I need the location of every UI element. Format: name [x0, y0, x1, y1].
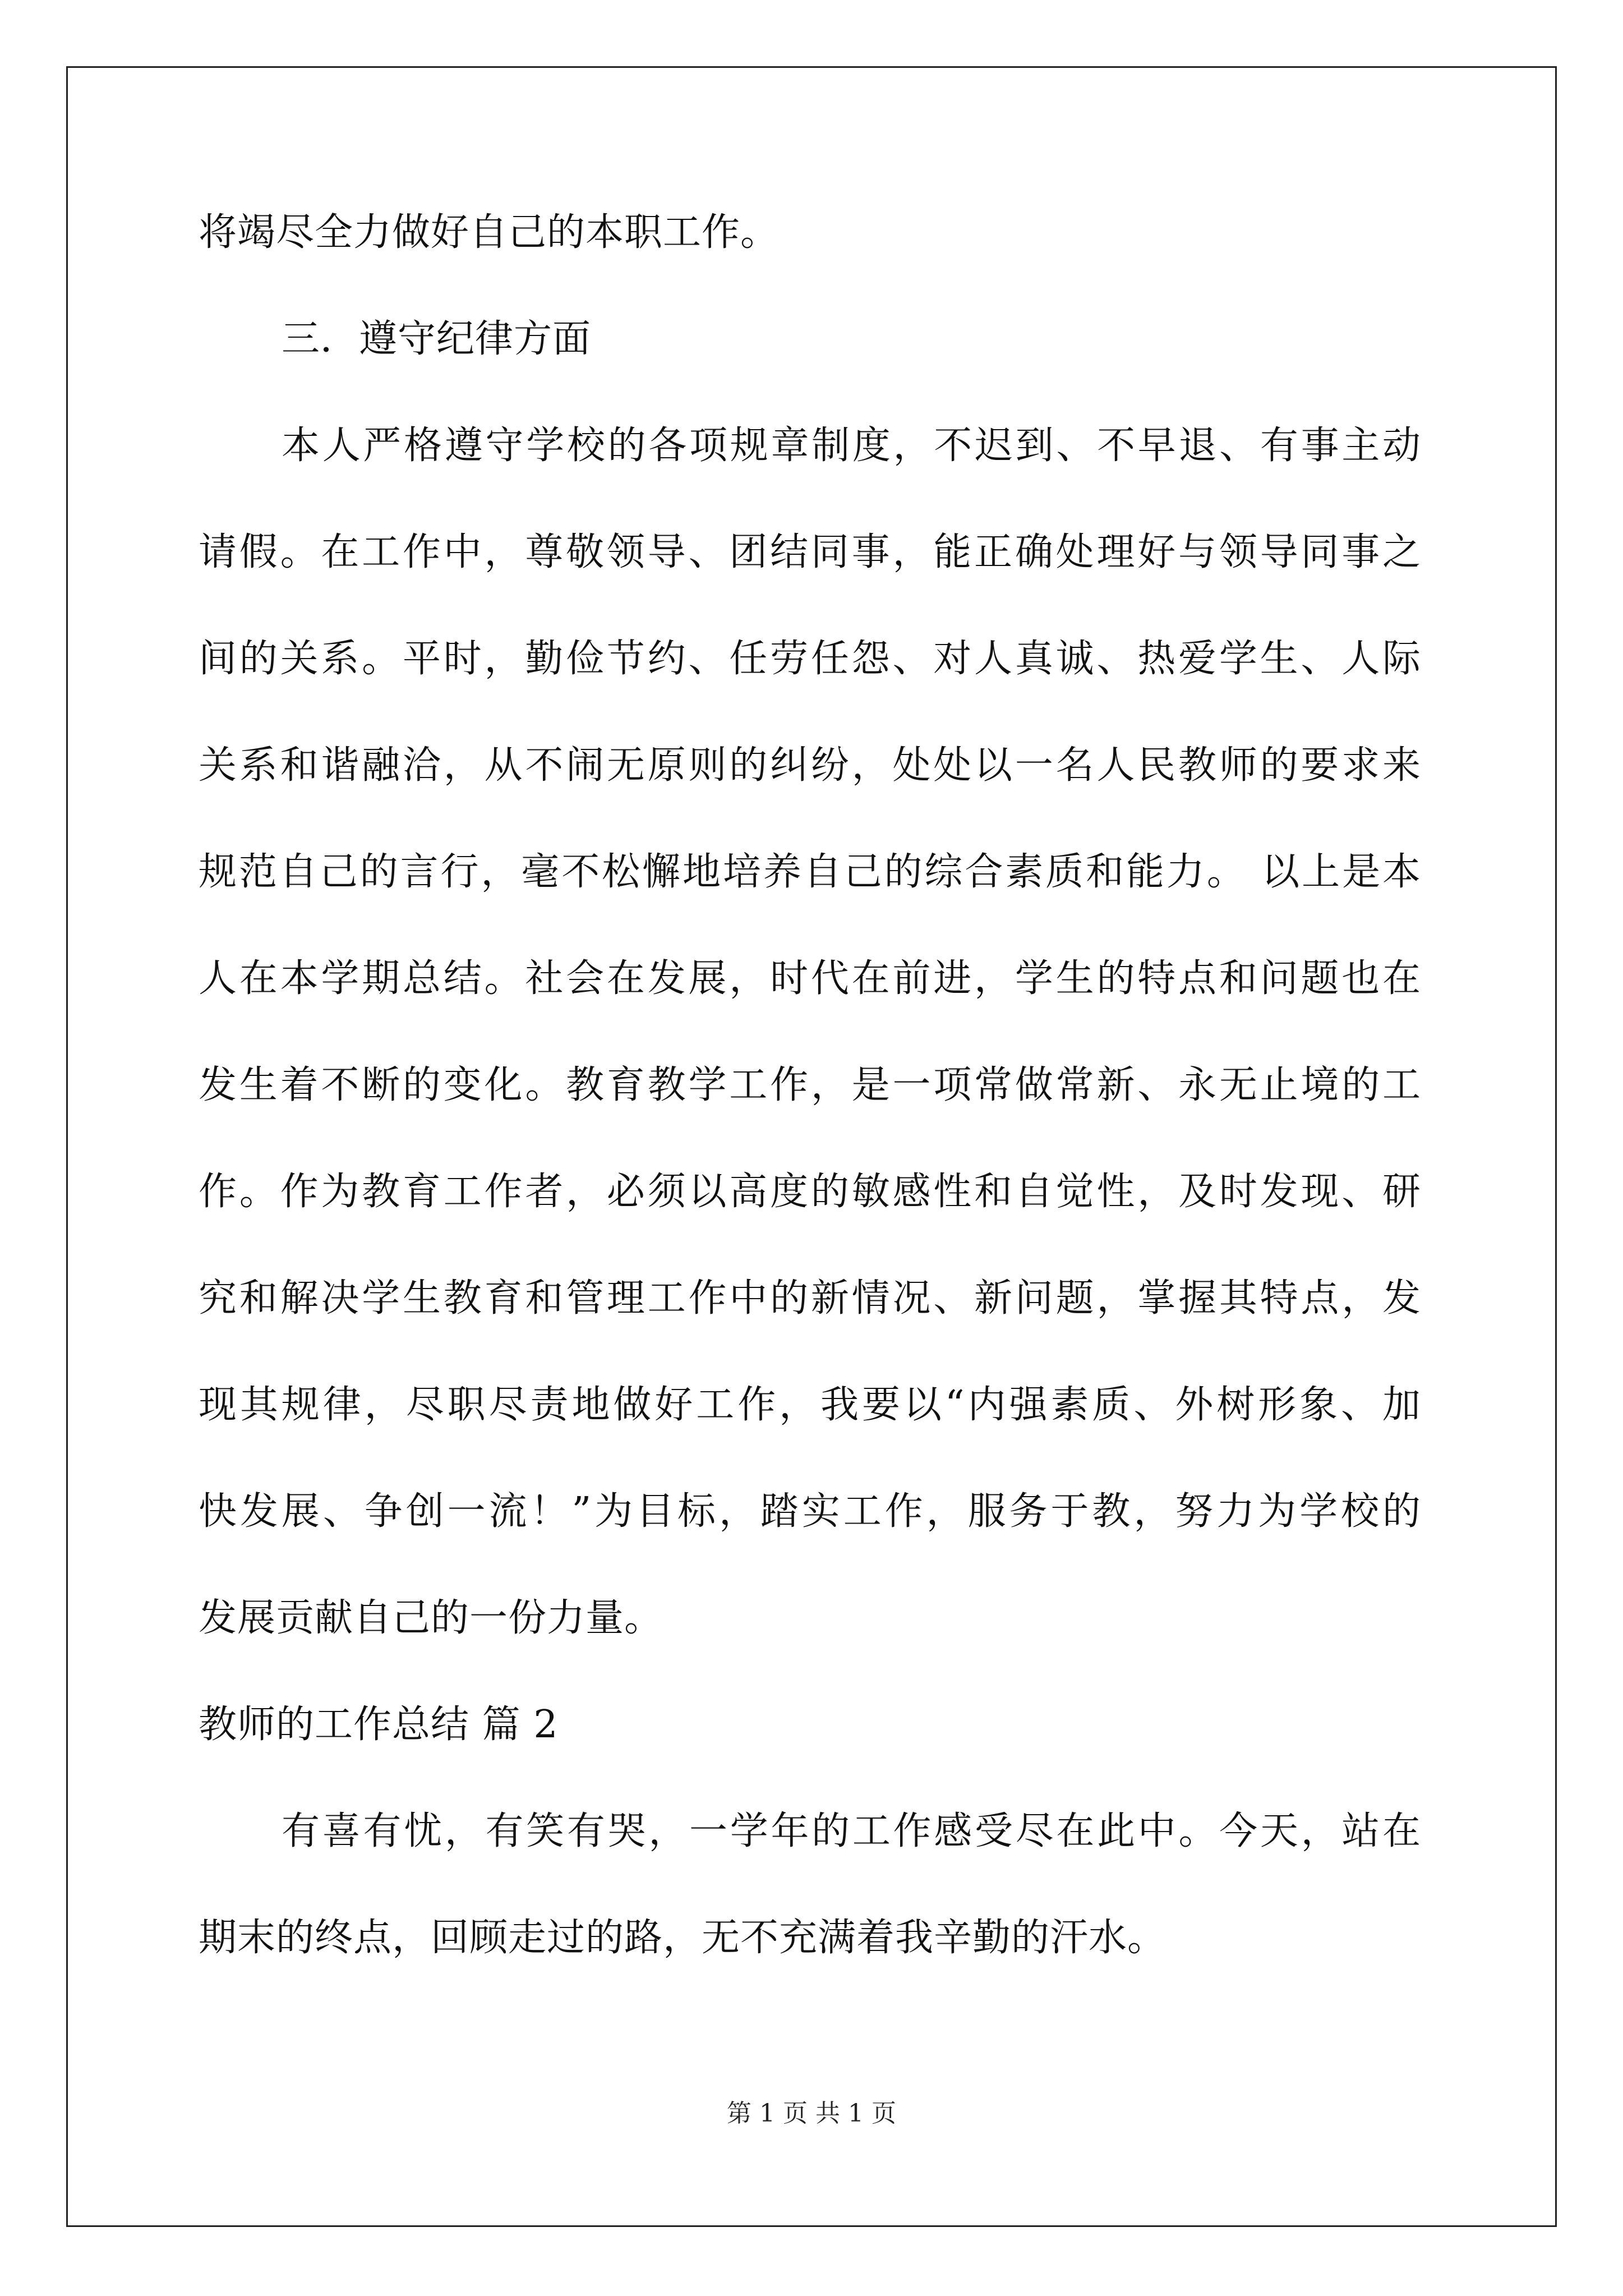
- section-heading: 三．遵守纪律方面: [282, 317, 592, 361]
- article-heading: 教师的工作总结 篇 2: [199, 1703, 559, 1747]
- paragraph-line: 发生着不断的变化。教育教学工作，是一项常做常新、永无止境的工: [199, 1063, 1421, 1107]
- paragraph-line: 究和解决学生教育和管理工作中的新情况、新问题，掌握其特点，发: [199, 1276, 1421, 1320]
- paragraph-line: 关系和谐融洽，从不闹无原则的纠纷，处处以一名人民教师的要求来: [199, 743, 1421, 788]
- paragraph-line: 现其规律，尽职尽责地做好工作，我要以“内强素质、外树形象、加: [199, 1383, 1421, 1427]
- paragraph-line: 间的关系。平时，勤俭节约、任劳任怨、对人真诚、热爱学生、人际: [199, 637, 1421, 681]
- paragraph-line: 作。作为教育工作者，必须以高度的敏感性和自觉性，及时发现、研: [199, 1170, 1421, 1214]
- paragraph-line: 快发展、争创一流！”为目标，踏实工作，服务于教，努力为学校的: [199, 1489, 1421, 1534]
- paragraph-line: 本人严格遵守学校的各项规章制度，不迟到、不早退、有事主动: [282, 424, 1421, 468]
- paragraph-line: 人在本学期总结。社会在发展，时代在前进，学生的特点和问题也在: [199, 956, 1421, 1001]
- page-border: [66, 66, 1557, 2227]
- paragraph-line: 期末的终点，回顾走过的路，无不充满着我辛勤的汗水。: [199, 1916, 1166, 1960]
- paragraph-line: 将竭尽全力做好自己的本职工作。: [199, 210, 780, 255]
- paragraph-line: 有喜有忧，有笑有哭，一学年的工作感受尽在此中。今天，站在: [282, 1809, 1421, 1853]
- page-number-footer: 第 1 页 共 1 页: [727, 2099, 896, 2128]
- paragraph-line: 请假。在工作中，尊敬领导、团结同事，能正确处理好与领导同事之: [199, 530, 1421, 574]
- paragraph-line: 发展贡献自己的一份力量。: [199, 1596, 663, 1640]
- paragraph-line: 规范自己的言行，毫不松懈地培养自己的综合素质和能力。 以上是本: [199, 850, 1421, 894]
